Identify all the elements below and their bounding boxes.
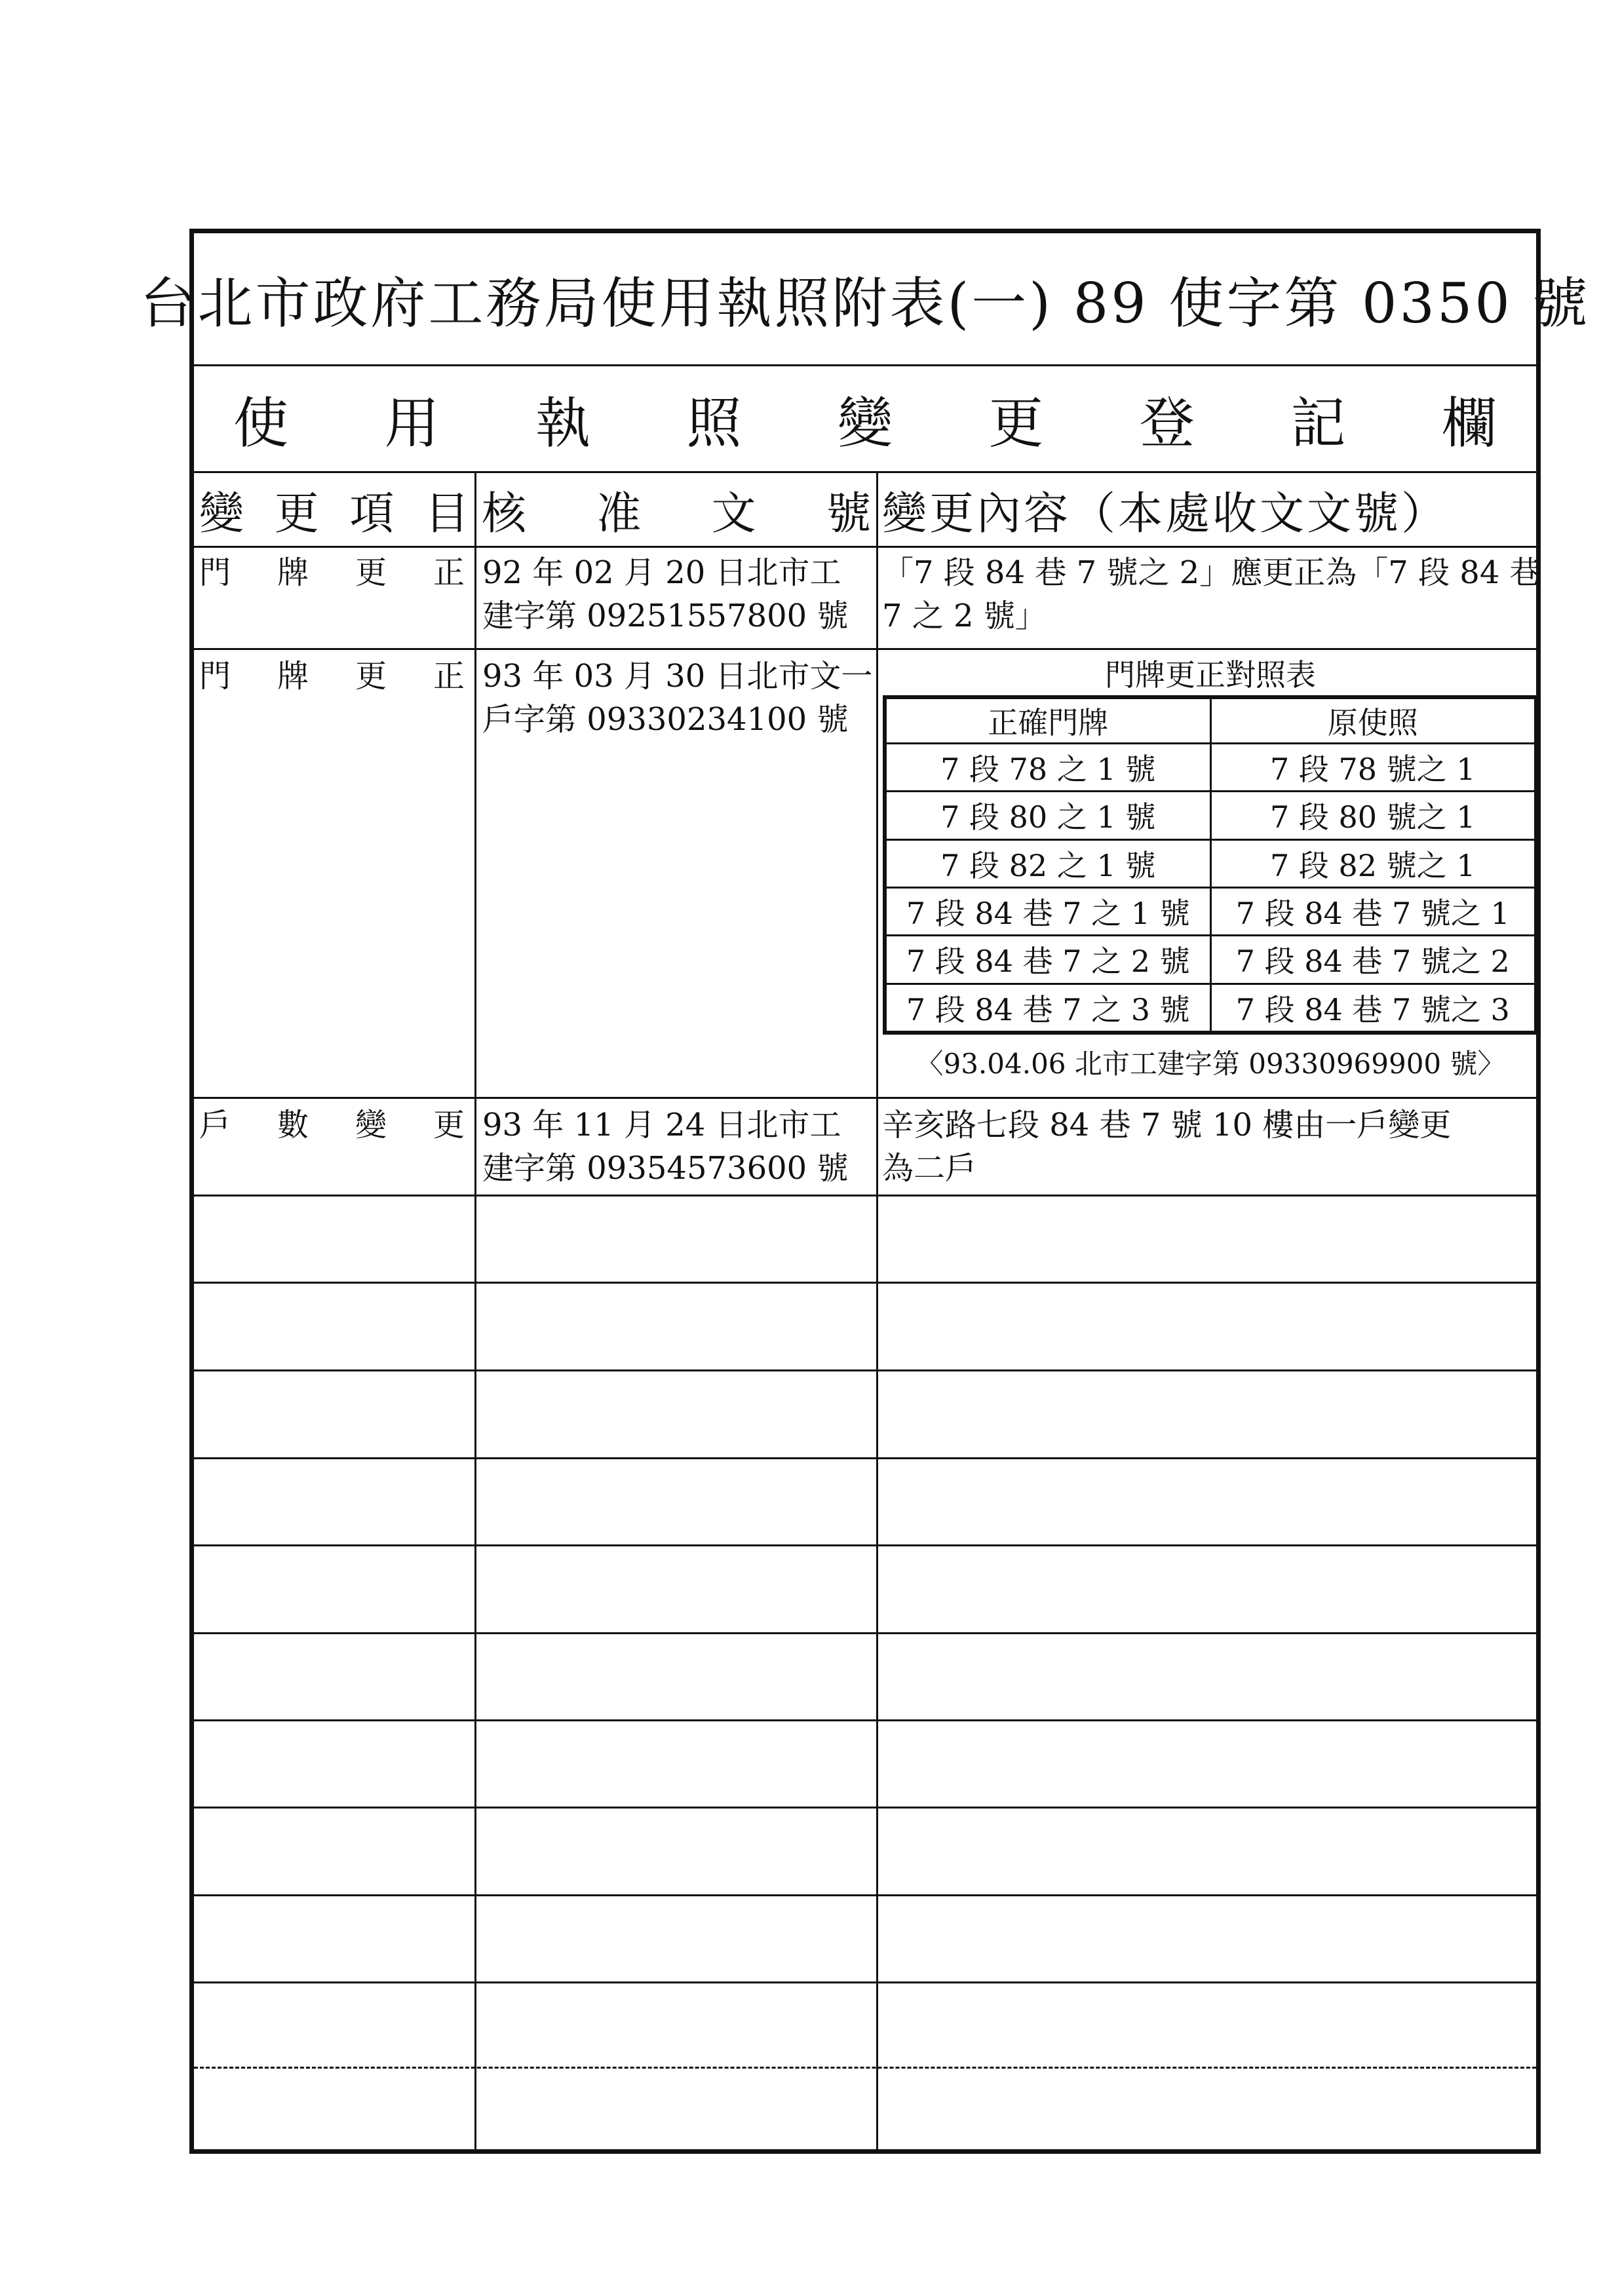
approval-line: 93 年 11 月 24 日北市工 [482, 1107, 841, 1143]
subtitle-char: 更 [988, 391, 1044, 455]
content-line: 7 之 2 號」 [882, 598, 1047, 634]
table-row: 7 段 82 之 1 號 7 段 82 號之 1 [886, 839, 1535, 887]
divider [194, 546, 1536, 548]
table-row: 7 段 84 巷 7 之 1 號 7 段 84 巷 7 號之 1 [886, 887, 1535, 935]
register-form [140, 229, 1591, 2154]
empty-row-divider [194, 1981, 1536, 1983]
correction-table [883, 695, 1538, 1035]
approval-line: 戶字第 09330234100 號 [482, 701, 849, 738]
correction-table-note: 〈93.04.06 北市工建字第 09330969900 號〉 [916, 1048, 1505, 1080]
empty-row-divider [194, 1894, 1536, 1896]
empty-row-divider [194, 1807, 1536, 1808]
column-divider [876, 471, 878, 2149]
form-title: 台北市政府工務局使用執照附表(一) 89 使字第 0350 號 [140, 271, 1591, 335]
row-item: 門 牌 更 正 [199, 658, 465, 695]
subtitle-char: 變 [837, 391, 893, 455]
empty-row-divider [194, 1632, 1536, 1634]
content-line: 為二戶 [882, 1150, 977, 1187]
divider [194, 1097, 1536, 1099]
subtitle-char: 記 [1290, 391, 1346, 455]
column-header-approval: 核 准 文 號 [482, 488, 871, 540]
column-divider [474, 471, 476, 2149]
empty-row-divider [194, 1282, 1536, 1284]
empty-row-divider [194, 1369, 1536, 1371]
correction-table-title: 門牌更正對照表 [1105, 657, 1316, 693]
table-row: 7 段 78 之 1 號 7 段 78 號之 1 [886, 744, 1535, 792]
empty-row-divider [194, 1719, 1536, 1721]
subtitle-char: 執 [535, 391, 590, 455]
subtitle-char: 欄 [1441, 391, 1497, 455]
table-row: 7 段 84 巷 7 之 3 號 7 段 84 巷 7 號之 3 [886, 984, 1535, 1031]
subtitle-char: 用 [384, 391, 440, 455]
content-line: 辛亥路七段 84 巷 7 號 10 樓由一戶變更 [882, 1107, 1452, 1143]
row-item: 門 牌 更 正 [199, 554, 465, 591]
table-header: 原使照 [1210, 698, 1535, 744]
approval-line: 92 年 02 月 20 日北市工 [482, 554, 841, 591]
approval-line: 建字第 09251557800 號 [482, 598, 849, 634]
subtitle-char: 照 [686, 391, 742, 455]
empty-row-divider [194, 1457, 1536, 1459]
subtitle-char: 使 [233, 391, 289, 455]
column-header-content: 變更內容（本處收文文號） [882, 488, 1449, 540]
table-row: 7 段 84 巷 7 之 2 號 7 段 84 巷 7 號之 2 [886, 936, 1535, 984]
empty-row-divider [194, 2067, 1536, 2069]
subtitle-char: 登 [1139, 391, 1195, 455]
divider [194, 648, 1536, 650]
empty-row-divider [194, 1544, 1536, 1546]
approval-line: 建字第 09354573600 號 [482, 1150, 849, 1187]
row-item: 戶 數 變 更 [199, 1107, 465, 1143]
approval-line: 93 年 03 月 30 日北市文一 [482, 658, 873, 695]
divider [194, 471, 1536, 473]
content-line: 「7 段 84 巷 7 號之 2」應更正為「7 段 84 巷 [882, 554, 1541, 591]
table-header: 正確門牌 [886, 698, 1211, 744]
form-subtitle [233, 366, 1497, 471]
empty-row-divider [194, 1195, 1536, 1196]
table-row: 7 段 80 之 1 號 7 段 80 號之 1 [886, 792, 1535, 839]
column-header-item: 變 更 項 目 [199, 488, 469, 540]
